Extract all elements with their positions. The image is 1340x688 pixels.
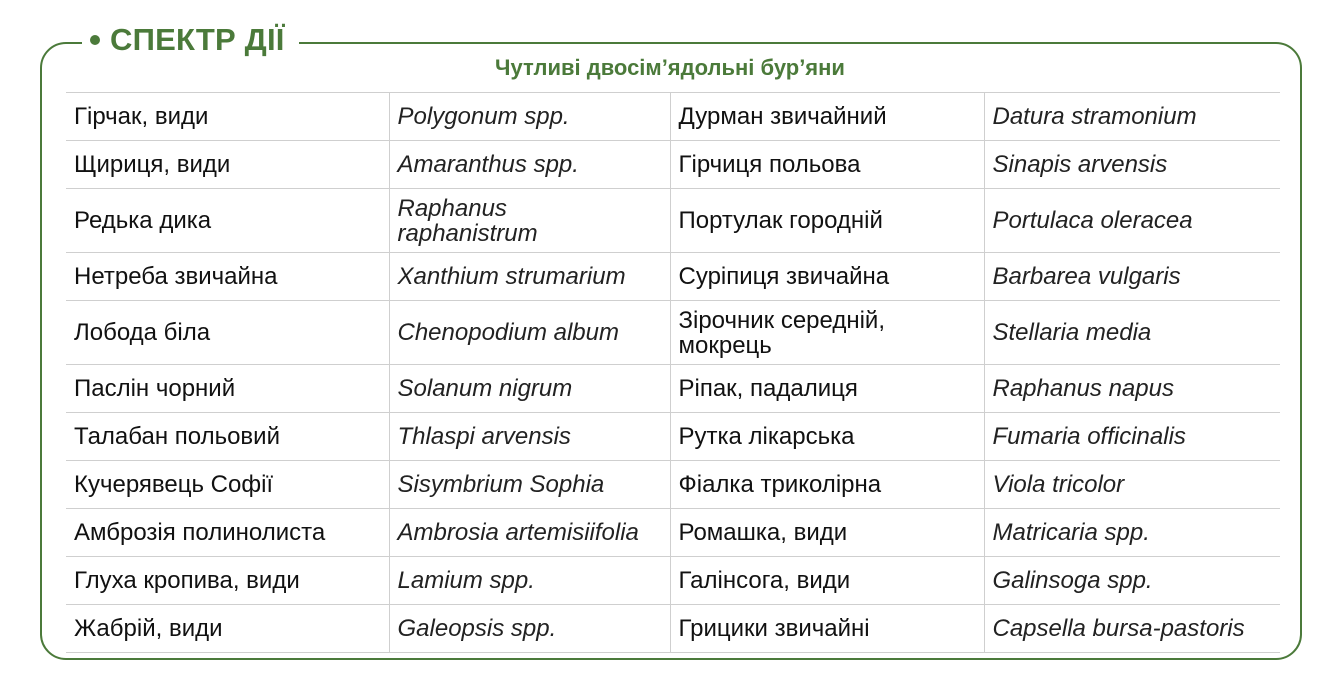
- bullet-icon: [90, 35, 100, 45]
- table-row: [66, 189, 1280, 253]
- weed-latin-name: Sisymbrium Sophia: [389, 461, 670, 509]
- table-row: [66, 605, 1280, 653]
- weed-latin-name: Chenopodium album: [389, 301, 670, 365]
- weed-latin-name: Datura stramonium: [984, 93, 1280, 141]
- table-row: [66, 365, 1280, 413]
- weed-name: Рутка лікарська: [670, 413, 984, 461]
- weed-latin-name: Lamium spp.: [389, 557, 670, 605]
- weed-latin-name: Raphanus napus: [984, 365, 1280, 413]
- table-row: [66, 509, 1280, 557]
- weed-name: Кучерявець Софії: [66, 461, 389, 509]
- weed-latin-name: Matricaria spp.: [984, 509, 1280, 557]
- table-row: [66, 301, 1280, 365]
- weed-name: Галінсога, види: [670, 557, 984, 605]
- weed-latin-name: Galinsoga spp.: [984, 557, 1280, 605]
- section-subtitle: Чутливі двосім’ядольні бур’яни: [495, 55, 845, 80]
- weed-name: Дурман звичайний: [670, 93, 984, 141]
- weed-name: Лобода біла: [66, 301, 389, 365]
- weed-name: Нетреба звичайна: [66, 253, 389, 301]
- weed-latin-name: Polygonum spp.: [389, 93, 670, 141]
- weed-latin-name: Solanum nigrum: [389, 365, 670, 413]
- weeds-table: [66, 92, 1280, 653]
- table-row: [66, 141, 1280, 189]
- weed-name: Грицики звичайні: [670, 605, 984, 653]
- weed-name: Ромашка, види: [670, 509, 984, 557]
- weed-name: Паслін чорний: [66, 365, 389, 413]
- weed-name: Зірочник середній, мокрець: [670, 301, 984, 365]
- weed-name: Ріпак, падалиця: [670, 365, 984, 413]
- weed-name: Суріпиця звичайна: [670, 253, 984, 301]
- weed-latin-name: Portulaca oleracea: [984, 189, 1280, 253]
- weed-name: Жабрій, види: [66, 605, 389, 653]
- table-row: [66, 413, 1280, 461]
- section-heading: [82, 22, 299, 58]
- weed-latin-name: Thlaspi arvensis: [389, 413, 670, 461]
- weed-name: Портулак городній: [670, 189, 984, 253]
- table-row: [66, 93, 1280, 141]
- table-row: [66, 253, 1280, 301]
- weed-name: Гірчак, види: [66, 93, 389, 141]
- weed-latin-name: Amaranthus spp.: [389, 141, 670, 189]
- weed-name: Талабан польовий: [66, 413, 389, 461]
- weed-latin-name: Viola tricolor: [984, 461, 1280, 509]
- weed-name: Фіалка триколірна: [670, 461, 984, 509]
- weed-latin-name: Capsella bursa-pastoris: [984, 605, 1280, 653]
- weed-name: Редька дика: [66, 189, 389, 253]
- table-row: [66, 461, 1280, 509]
- weed-name: Щириця, види: [66, 141, 389, 189]
- weed-latin-name: Sinapis arvensis: [984, 141, 1280, 189]
- weed-latin-name: Raphanus raphanistrum: [389, 189, 670, 253]
- weed-name: Гірчиця польова: [670, 141, 984, 189]
- section-title: СПЕКТР ДІЇ: [110, 22, 285, 57]
- weed-latin-name: Fumaria officinalis: [984, 413, 1280, 461]
- weed-name: Глуха кропива, види: [66, 557, 389, 605]
- weed-latin-name: Barbarea vulgaris: [984, 253, 1280, 301]
- weed-latin-name: Xanthium strumarium: [389, 253, 670, 301]
- weed-latin-name: Stellaria media: [984, 301, 1280, 365]
- weed-latin-name: Galeopsis spp.: [389, 605, 670, 653]
- weed-name: Амброзія полинолиста: [66, 509, 389, 557]
- table-row: [66, 557, 1280, 605]
- weed-latin-name: Ambrosia artemisiifolia: [389, 509, 670, 557]
